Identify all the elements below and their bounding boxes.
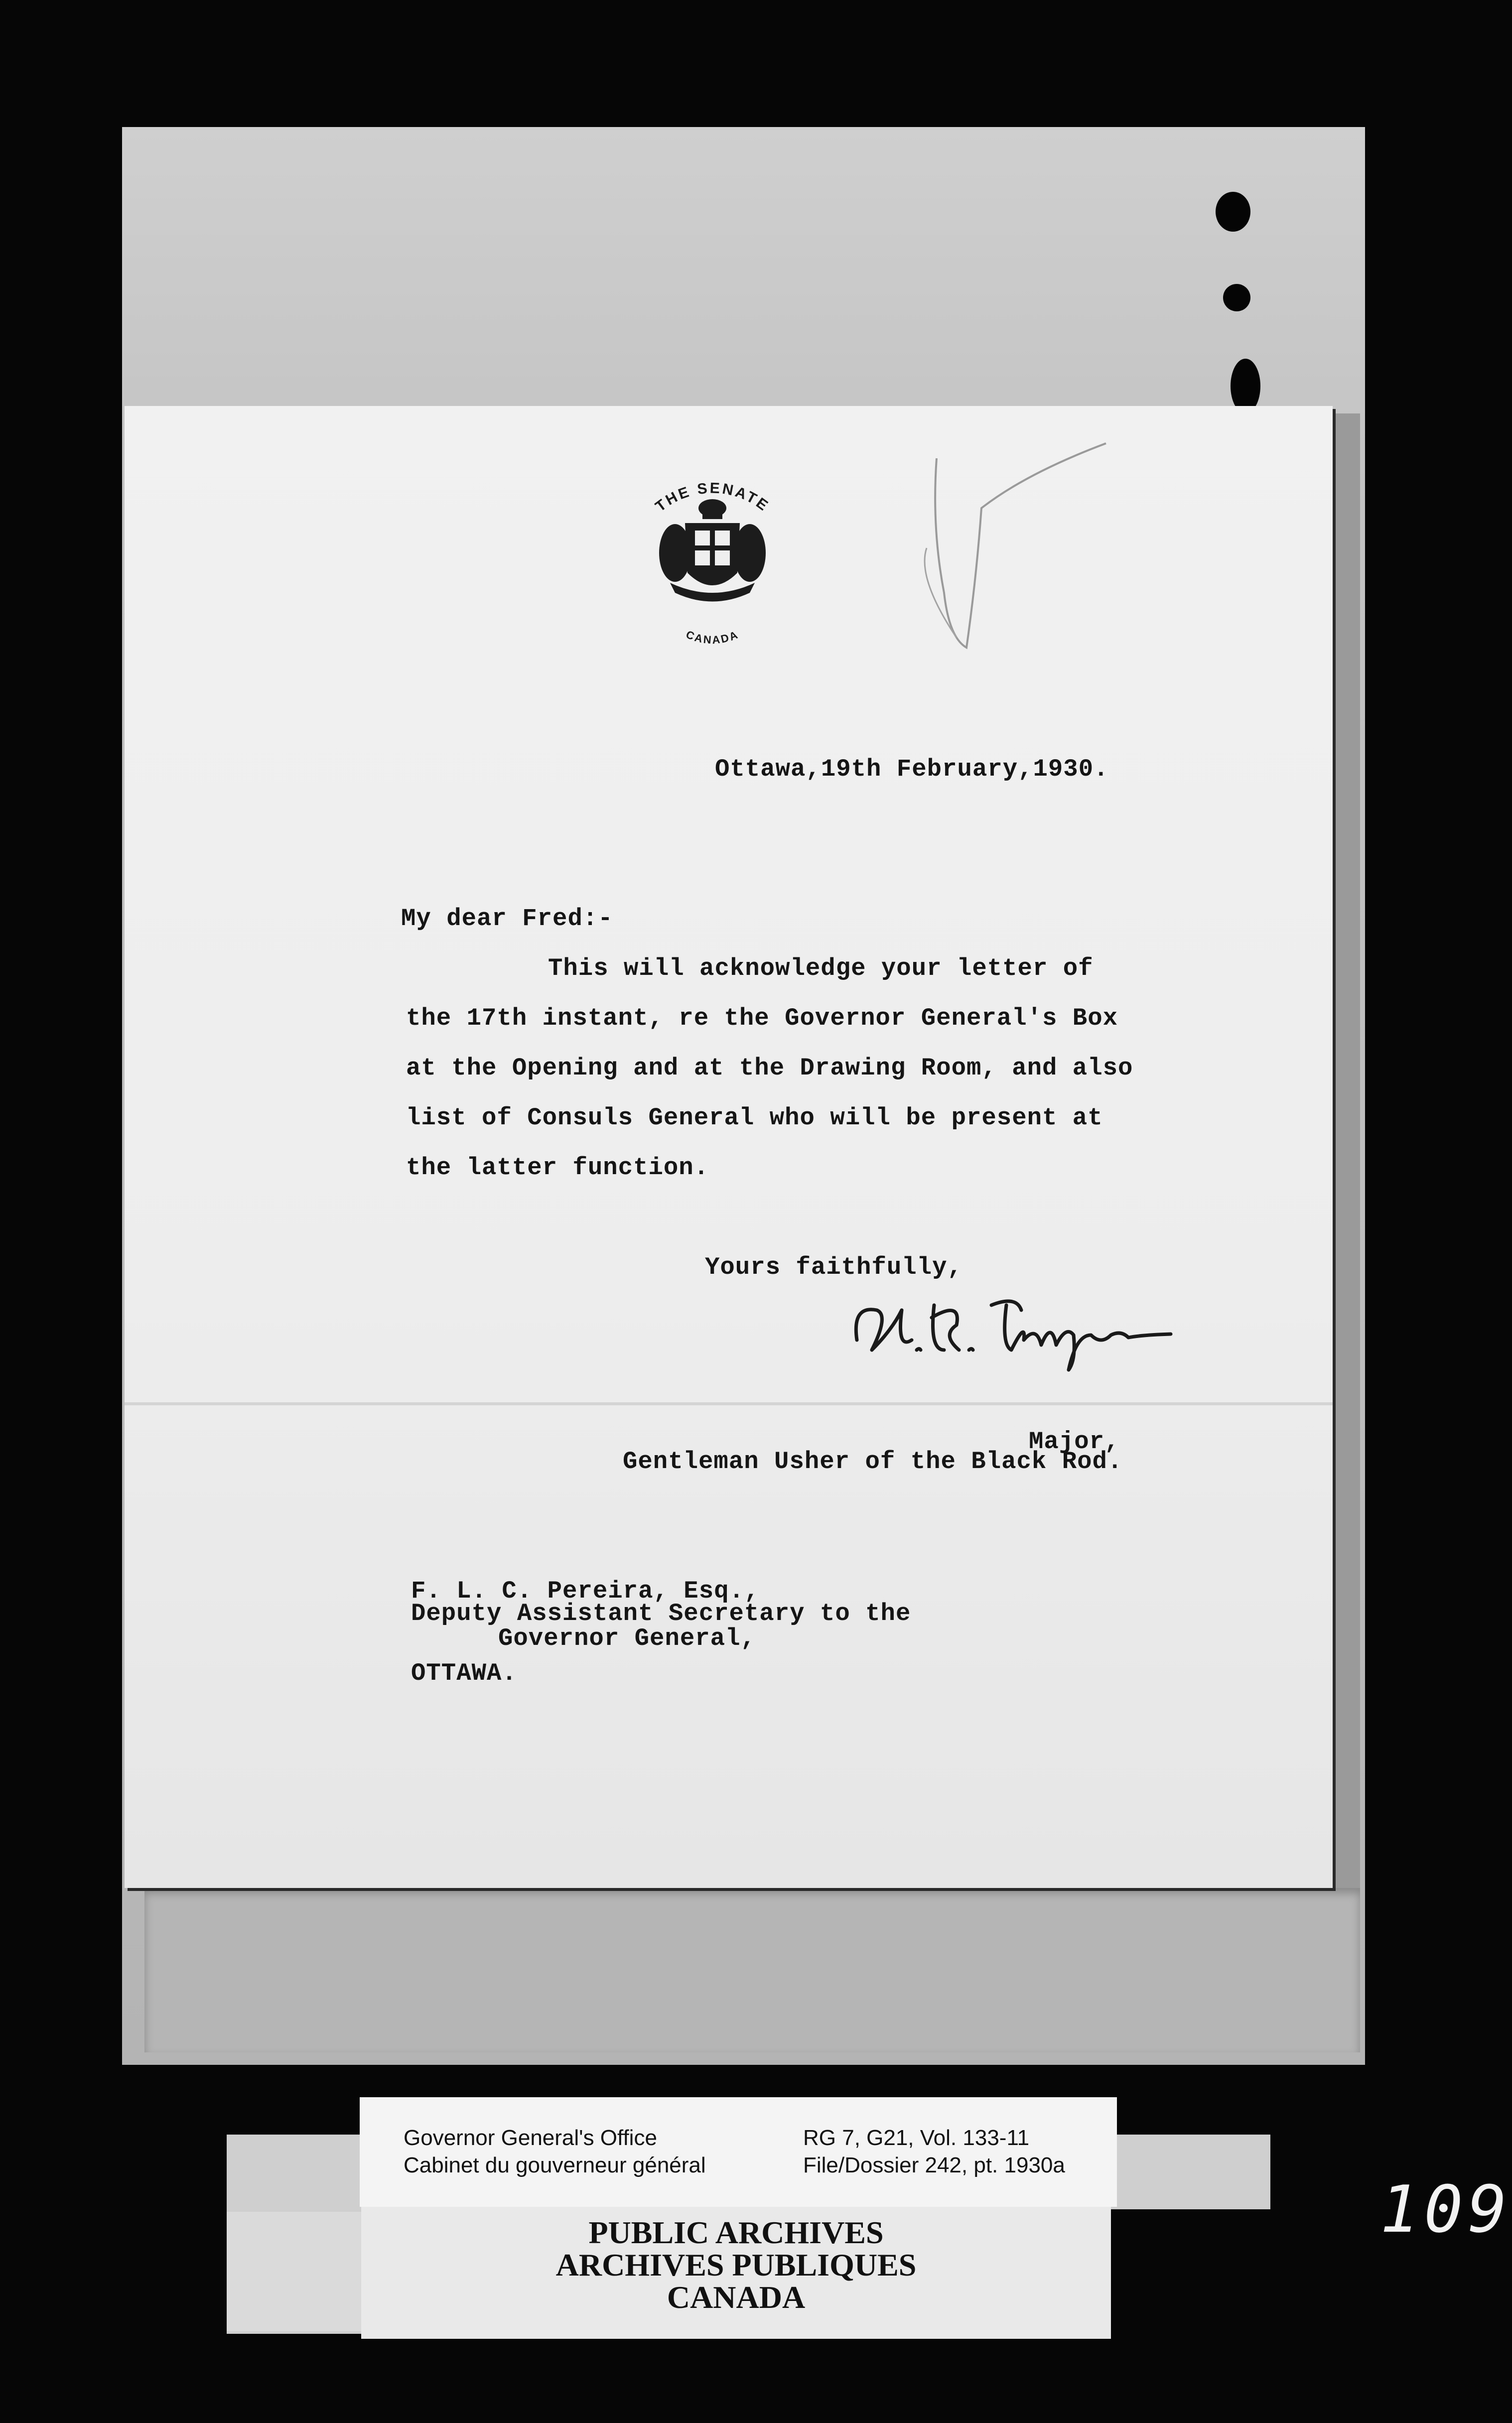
- body-line: the latter function.: [406, 1154, 709, 1182]
- underlying-sheet-edge: [1333, 413, 1360, 1888]
- place-date: Ottawa,19th February,1930.: [715, 755, 1109, 783]
- reference-number: RG 7, G21, Vol. 133-11: [803, 2126, 1030, 2150]
- pencil-annotation: [897, 428, 1126, 663]
- archive-line-3: CANADA: [667, 2280, 806, 2315]
- frame-number: 109: [1380, 2171, 1512, 2247]
- recipient-line: Deputy Assistant Secretary to the: [411, 1600, 911, 1627]
- recipient-line: F. L. C. Pereira, Esq.,: [411, 1577, 760, 1605]
- body-line: at the Opening and at the Drawing Room, and also: [406, 1054, 1133, 1082]
- recipient-line: OTTAWA.: [411, 1659, 517, 1687]
- right-card: [1101, 2135, 1270, 2209]
- office-french: Cabinet du gouverneur général: [404, 2153, 706, 2177]
- punch-hole: [1223, 284, 1250, 311]
- salutation: My dear Fred:-: [401, 905, 613, 933]
- back-sheet-strip: [144, 1888, 1360, 2052]
- senate-seal-icon: [600, 448, 825, 663]
- punch-hole: [1231, 359, 1260, 413]
- signature: [842, 1275, 1181, 1375]
- signer-title: Gentleman Usher of the Black Rod.: [623, 1448, 1123, 1476]
- signer-rank: Major,: [1029, 1428, 1120, 1456]
- letterhead-arc-top: THE SENATE: [652, 480, 773, 515]
- closing: Yours faithfully,: [705, 1253, 962, 1281]
- recipient-line: Governor General,: [498, 1624, 756, 1652]
- body-line: This will acknowledge your letter of: [548, 954, 1094, 982]
- archive-stamp: [361, 2207, 1111, 2339]
- body-line: the 17th instant, re the Governor General's Box: [406, 1004, 1118, 1032]
- letterhead-arc-bottom: CANADA: [684, 628, 741, 647]
- body-line: list of Consuls General who will be present at: [406, 1104, 1103, 1132]
- archive-line-1: PUBLIC ARCHIVES: [588, 2215, 884, 2250]
- left-card-lower: [227, 2212, 364, 2331]
- file-number: File/Dossier 242, pt. 1930a: [803, 2153, 1065, 2177]
- fold-line: [125, 1402, 1333, 1405]
- office-english: Governor General's Office: [404, 2126, 657, 2150]
- svg-text:CANADA: [684, 628, 740, 647]
- punch-hole: [1216, 192, 1250, 232]
- catalog-label: [360, 2097, 1117, 2207]
- archive-line-2: ARCHIVES PUBLIQUES: [555, 2247, 917, 2283]
